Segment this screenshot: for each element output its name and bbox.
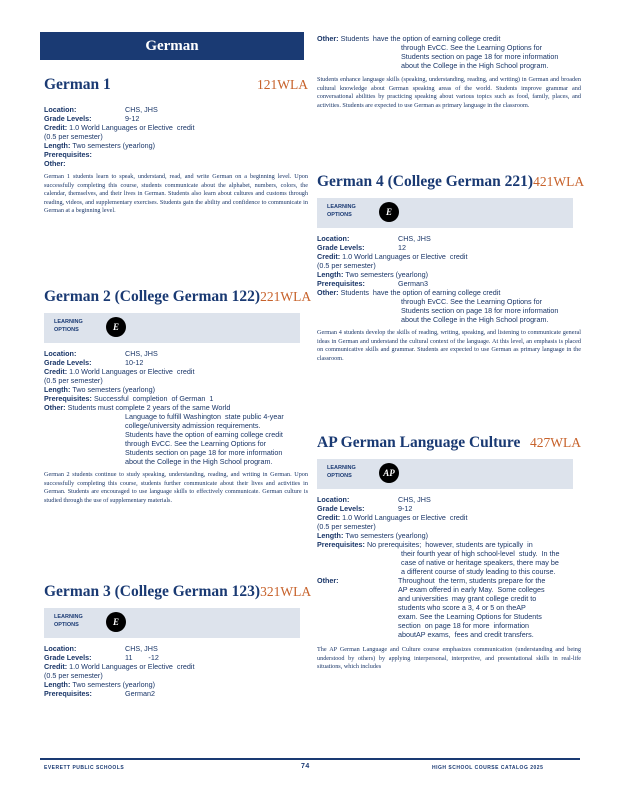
footer-catalog: HIGH SCHOOL COURSE CATALOG 2025 (432, 765, 544, 771)
other-line: Students section on page 18 for more information (125, 448, 283, 457)
grade-value: 12 (398, 243, 406, 252)
other-value: Students must complete 2 years of the same World (67, 403, 231, 412)
learning-options-box (317, 198, 573, 228)
other-label: Other: (317, 288, 339, 297)
credit-value: 1.0 World Languages or Elective credit (69, 662, 195, 671)
other-label: Other: (44, 159, 66, 168)
other-line: aboutAP exams, fees and credit transfers. (398, 630, 534, 639)
footer-divider (40, 758, 580, 760)
other-line: Students have the option of earning college credit (125, 430, 283, 439)
prereq-label: Prerequisites: (317, 540, 365, 549)
credit-value: 1.0 World Languages or Elective credit (342, 513, 468, 522)
other-value: Throughout the term, students prepare for the (398, 576, 546, 585)
course-description: Students enhance language skills (speaking, understanding, reading, and writing) in German and broaden cultural knowledge about German speaking areas of the world. Students improve grammar and conversational abilities by practicing speaking about various topics such as food, family, places, and activities. Students are expected to use German as primary language in the classroom. (317, 76, 581, 109)
other-line: Students section on page 18 for more information (401, 52, 559, 61)
other-line: through EvCC. See the Learning Options for (401, 297, 543, 306)
course-description: German 4 students develop the skills of reading, writing, speaking, and listening to communicate general ideas in German and understand the cultural context of the language. At this level, an emphasis is placed on communicative skills and grammar. Students are expected to use German as primary language in the classroom. (317, 329, 581, 362)
location-value: CHS, JHS (398, 495, 431, 504)
credit-value: 1.0 World Languages or Elective credit (342, 252, 468, 261)
course-german-3-continued (317, 34, 581, 110)
grade-value: 9-12 (125, 114, 140, 123)
grade-value: 9-12 (398, 504, 413, 513)
grade-label: Grade Levels: (317, 504, 365, 513)
credit-value-2: (0.5 per semester) (44, 671, 103, 680)
course-code: 121WLA (257, 77, 308, 92)
prereq-value: German2 (125, 689, 155, 698)
other-line: through EvCC. See the Learning Options for (401, 43, 543, 52)
credit-value-2: (0.5 per semester) (44, 132, 103, 141)
other-line: and universities may grant college credit to (398, 594, 537, 603)
grade-label: Grade Levels: (44, 358, 92, 367)
prereq-value: No prerequisites; however, students are typically in (366, 540, 533, 549)
college-credit-icon: E (106, 612, 126, 632)
course-facts (317, 34, 581, 70)
prereq-label: Prerequisites: (44, 689, 92, 698)
other-line: through EvCC. See the Learning Options for (125, 439, 267, 448)
course-german-3 (44, 583, 312, 698)
prereq-label: Prerequisites: (44, 394, 92, 403)
prereq-label: Prerequisites: (317, 279, 365, 288)
credit-value-2: (0.5 per semester) (317, 522, 376, 531)
other-line: Language to fulfill Washington state public 4-year (125, 412, 284, 421)
course-description: German 2 students continue to study speaking, understanding, reading, and writing in German. Upon successfully completing this course, students further communicate about their lives and activities in German. Students are encouraged to use language skills to effectively communicate. German culture is studied through the use of supplementary materials. (44, 471, 308, 504)
credit-label: Credit: (317, 252, 341, 261)
course-code: 427WLA (530, 435, 581, 450)
prereq-line: a different course of study leading to this course. (401, 567, 556, 576)
grade-label: Grade Levels: (317, 243, 365, 252)
learning-options-label: LEARNING OPTIONS (54, 614, 83, 628)
course-description: The AP German Language and Culture course emphasizes communication (understanding and being understood by others) by applying interpersonal, interpretive, and presentational skills in real-life situations, which includes (317, 646, 581, 671)
grade-label: Grade Levels: (44, 653, 92, 662)
location-label: Location: (44, 105, 77, 114)
other-value: Students have the option of earning college credit (340, 288, 501, 297)
course-code: 421WLA (533, 174, 585, 189)
length-label: Length: (44, 680, 71, 689)
other-line: about the College in the High School program. (401, 61, 549, 70)
course-code: 221WLA (260, 289, 312, 304)
location-label: Location: (317, 234, 350, 243)
course-german-4 (317, 173, 585, 363)
prereq-line: case of native or heritage speakers, there may be (401, 558, 559, 567)
credit-label: Credit: (44, 367, 68, 376)
learning-options-box (44, 608, 300, 638)
length-value: Two semesters (yearlong) (72, 385, 156, 394)
grade-value: 11 -12 (125, 653, 159, 662)
credit-label: Credit: (44, 662, 68, 671)
credit-label: Credit: (317, 513, 341, 522)
location-value: CHS, JHS (398, 234, 431, 243)
other-line: AP exam offered in early May. Some colleges (398, 585, 545, 594)
other-value: Students have the option of earning college credit (340, 34, 501, 43)
credit-label: Credit: (44, 123, 68, 132)
course-title: German 4 (College German 221) (317, 173, 534, 190)
course-title: German 3 (College German 123) (44, 583, 261, 600)
location-value: CHS, JHS (125, 349, 158, 358)
location-value: CHS, JHS (125, 644, 158, 653)
prereq-label: Prerequisites: (44, 150, 92, 159)
college-credit-icon: E (106, 317, 126, 337)
credit-value: 1.0 World Languages or Elective credit (69, 123, 195, 132)
other-line: about the College in the High School program. (125, 457, 273, 466)
other-label: Other: (317, 576, 339, 585)
course-german-1 (44, 76, 308, 216)
college-credit-icon: E (379, 202, 399, 222)
course-facts (44, 105, 308, 168)
location-label: Location: (44, 644, 77, 653)
learning-options-box (317, 459, 573, 489)
length-label: Length: (44, 385, 71, 394)
other-line: students who score a 3, 4 or 5 on theAP (398, 603, 526, 612)
location-label: Location: (44, 349, 77, 358)
other-line: exam. See the Learning Options for Students (398, 612, 542, 621)
course-title: AP German Language Culture (317, 434, 521, 451)
other-line: college/university admission requirements. (125, 421, 261, 430)
course-code: 321WLA (260, 584, 312, 599)
length-label: Length: (44, 141, 71, 150)
course-facts (44, 349, 308, 466)
length-value: Two semesters (yearlong) (72, 141, 156, 150)
course-facts (44, 644, 308, 698)
course-title: German 1 (44, 76, 111, 93)
learning-options-label: LEARNING OPTIONS (327, 465, 356, 479)
length-label: Length: (317, 270, 344, 279)
learning-options-box (44, 313, 300, 343)
section-banner: German (40, 32, 304, 60)
course-facts (317, 495, 581, 639)
length-value: Two semesters (yearlong) (345, 270, 429, 279)
grade-value: 10-12 (125, 358, 144, 367)
page-number: 74 (301, 763, 310, 770)
course-ap-german (317, 434, 581, 672)
grade-label: Grade Levels: (44, 114, 92, 123)
credit-value-2: (0.5 per semester) (317, 261, 376, 270)
footer-district: EVERETT PUBLIC SCHOOLS (44, 765, 125, 771)
other-line: Students section on page 18 for more information (401, 306, 559, 315)
course-german-2 (44, 288, 312, 505)
length-value: Two semesters (yearlong) (345, 531, 429, 540)
other-line: section on page 18 for more information (398, 621, 530, 630)
length-label: Length: (317, 531, 344, 540)
other-label: Other: (317, 34, 339, 43)
credit-value-2: (0.5 per semester) (44, 376, 103, 385)
other-line: about the College in the High School program. (401, 315, 549, 324)
learning-options-label: LEARNING OPTIONS (54, 319, 83, 333)
location-label: Location: (317, 495, 350, 504)
ap-icon: AP (379, 463, 399, 483)
course-description: German 1 students learn to speak, understand, read, and write German on a beginning level. Upon successfully completing this course, students communicate about the alphabet, numbers, colors, the calendar, themselves, and their lives in German. Students also learn about cultures and customs through reading, videos, and supplementary exercises. Students gain the ability and confidence to communicate in German at a beginning level. (44, 173, 308, 215)
learning-options-label: LEARNING OPTIONS (327, 204, 356, 218)
length-value: Two semesters (yearlong) (72, 680, 156, 689)
prereq-value: German3 (398, 279, 428, 288)
prereq-value: Successful completion of German 1 (93, 394, 214, 403)
course-facts (317, 234, 581, 324)
course-title: German 2 (College German 122) (44, 288, 261, 305)
credit-value: 1.0 World Languages or Elective credit (69, 367, 195, 376)
location-value: CHS, JHS (125, 105, 158, 114)
other-label: Other: (44, 403, 66, 412)
prereq-line: their fourth year of high school-level study. In the (401, 549, 560, 558)
